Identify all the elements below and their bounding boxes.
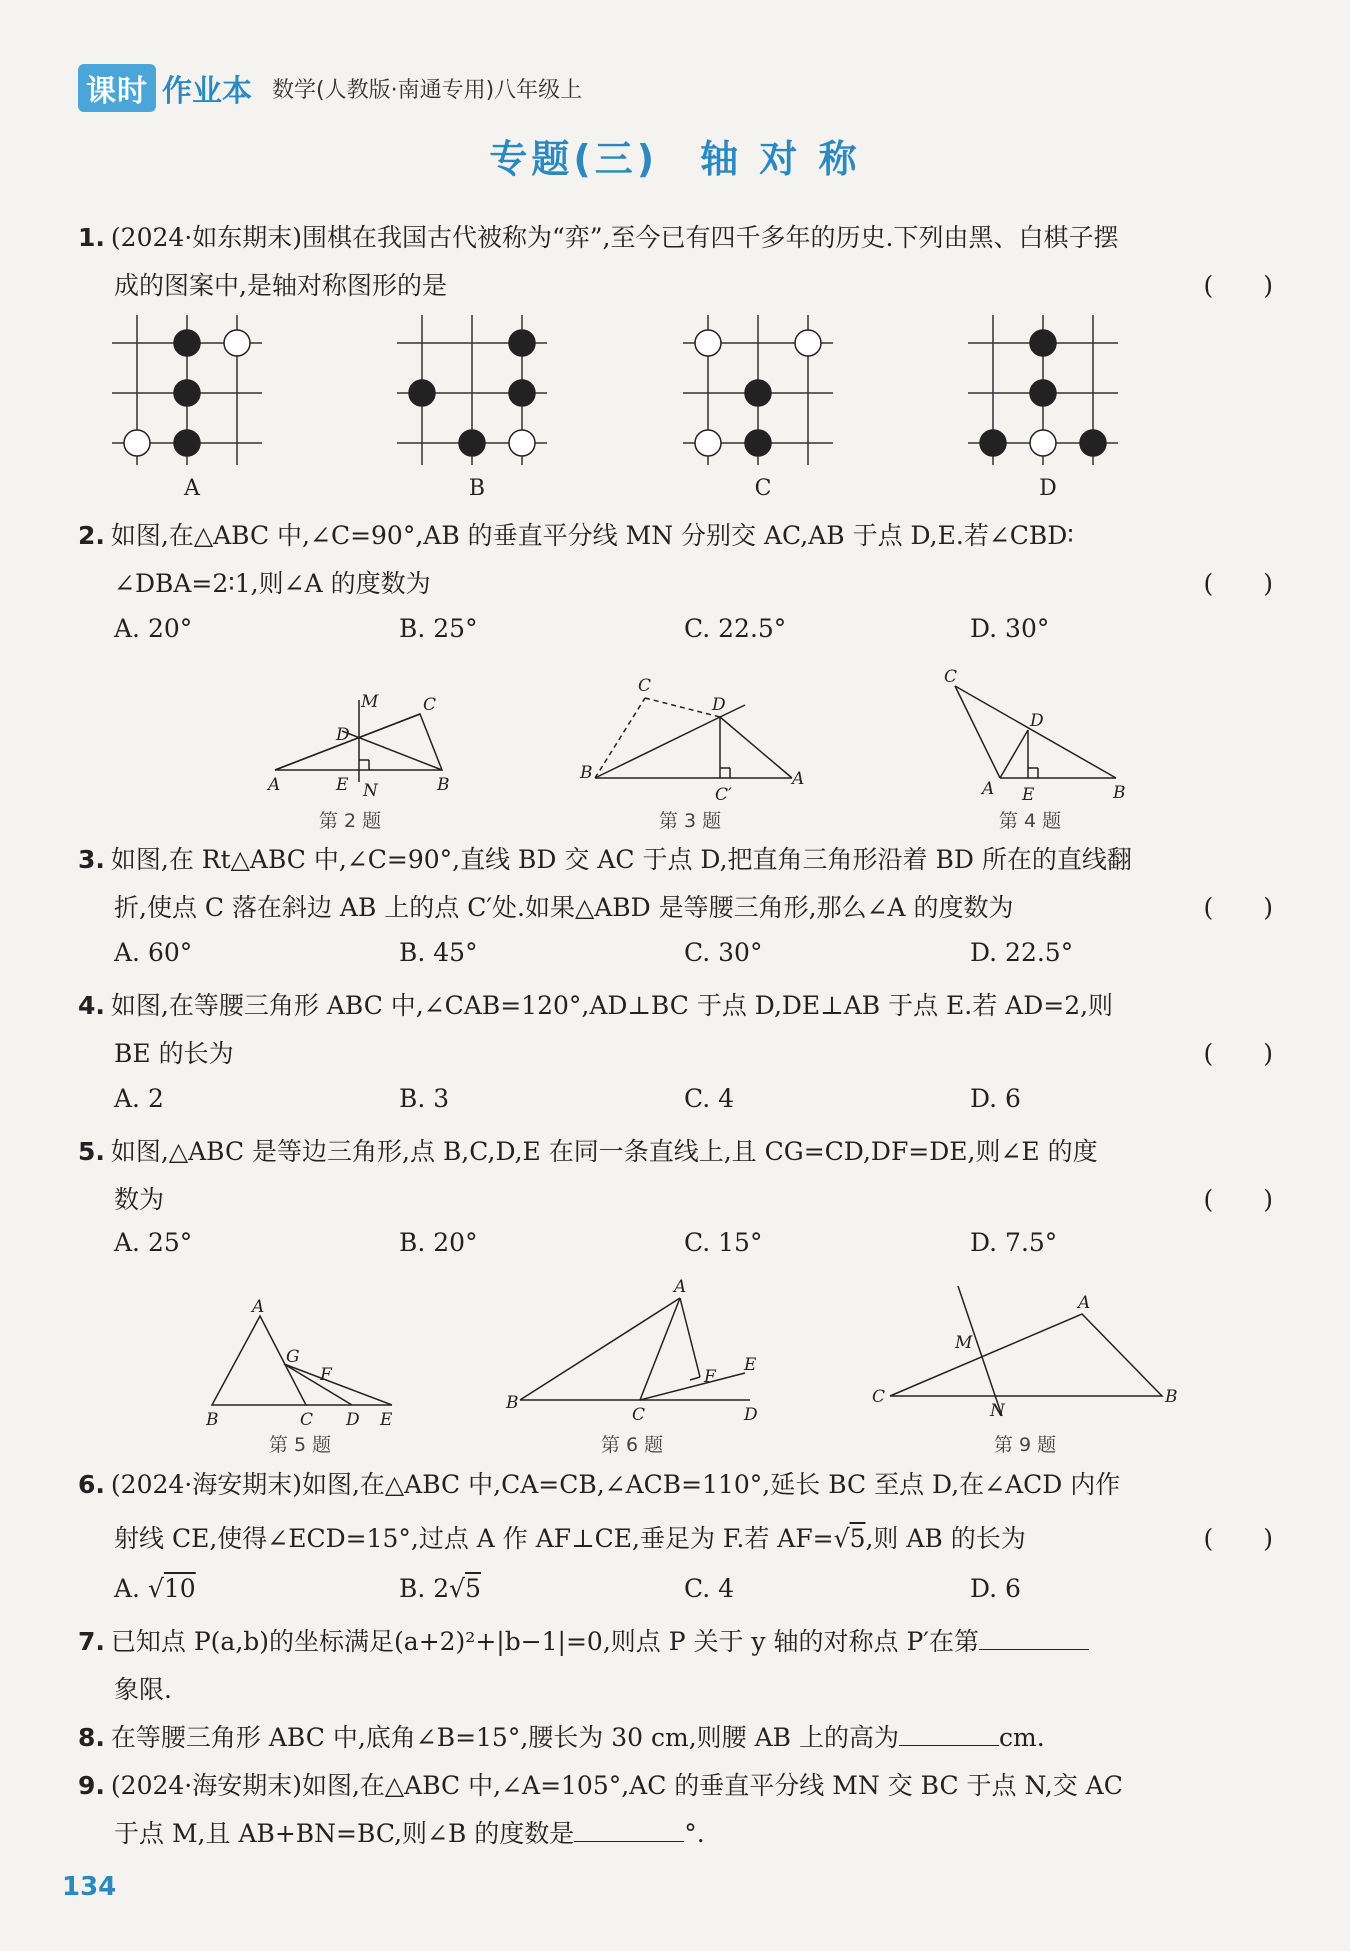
- svg-text:C′: C′: [715, 785, 732, 805]
- figure-caption: 第 9 题: [993, 1434, 1057, 1456]
- svg-text:B: B: [580, 763, 593, 783]
- svg-text:D: D: [336, 725, 350, 745]
- answer-paren: ( ): [1203, 569, 1273, 598]
- figure-caption: 第 5 题: [268, 1434, 332, 1456]
- option-b[interactable]: B. 2√5: [399, 1574, 482, 1603]
- question-text: 射线 CE,使得∠ECD=15°,过点 A 作 AF⊥CE,垂足为 F.若 AF=: [114, 1524, 834, 1553]
- svg-text:E: E: [336, 775, 349, 795]
- option-label: A: [184, 476, 200, 501]
- svg-text:C: C: [632, 1405, 646, 1425]
- question-number: 8.: [78, 1723, 105, 1752]
- figure-caption: 第 6 题: [600, 1434, 664, 1456]
- header: [78, 66, 582, 110]
- svg-text:A: A: [792, 769, 805, 789]
- figure-q5: [212, 1316, 392, 1405]
- question-text: (2024·海安期末)如图,在△ABC 中,∠A=105°,AC 的垂直平分线 MN 交 BC 于点 N,交 AC: [110, 1771, 1123, 1800]
- answer-blank[interactable]: [899, 1721, 999, 1746]
- svg-text:G: G: [286, 1347, 300, 1367]
- question-text: 数为: [114, 1185, 165, 1214]
- question-text: 已知点 P(a,b)的坐标满足(a+2)²+|b−1|=0,则点 P 关于 y 轴的对称点 P′在第: [110, 1627, 979, 1656]
- question-number: 3.: [78, 845, 105, 874]
- svg-text:M: M: [361, 692, 379, 712]
- svg-text:C: C: [944, 667, 958, 687]
- q2-options: [114, 614, 1214, 654]
- question-text: 象限.: [114, 1675, 172, 1704]
- option-b[interactable]: B. 20°: [399, 1228, 478, 1257]
- option-d[interactable]: D. 6: [970, 1574, 1021, 1603]
- answer-paren: ( ): [1203, 893, 1273, 922]
- svg-text:E: E: [744, 1355, 757, 1375]
- svg-text:A: A: [674, 1277, 687, 1297]
- option-d[interactable]: D. 6: [970, 1084, 1021, 1113]
- svg-text:E: E: [380, 1410, 393, 1430]
- go-boards-figure: [100, 305, 1160, 465]
- question-number: 6.: [78, 1470, 105, 1499]
- question-4: [78, 982, 1273, 1078]
- svg-text:D: D: [712, 695, 726, 715]
- svg-text:E: E: [1022, 785, 1035, 805]
- logo-text: 作业本: [162, 74, 252, 109]
- svg-text:C: C: [423, 695, 437, 715]
- radicand: 10: [163, 1574, 196, 1603]
- svg-text:A: A: [982, 779, 995, 799]
- answer-paren: ( ): [1203, 271, 1273, 300]
- svg-text:D: D: [744, 1405, 758, 1425]
- option-b-prefix: B. 2: [399, 1574, 450, 1603]
- figures-row-1: [260, 660, 1160, 810]
- svg-text:F: F: [320, 1365, 332, 1385]
- question-3: [78, 836, 1273, 932]
- question-2: [78, 512, 1273, 608]
- option-c[interactable]: C. 22.5°: [684, 614, 787, 643]
- radicand: 5: [849, 1524, 866, 1553]
- option-d[interactable]: D. 7.5°: [970, 1228, 1058, 1257]
- option-d[interactable]: D. 30°: [970, 614, 1050, 643]
- question-text: cm.: [998, 1723, 1045, 1752]
- answer-paren: ( ): [1203, 1185, 1273, 1214]
- option-a[interactable]: A. √10: [114, 1574, 196, 1603]
- option-label: D: [1039, 476, 1057, 501]
- option-c[interactable]: C. 4: [684, 1574, 735, 1603]
- question-text: 在等腰三角形 ABC 中,底角∠B=15°,腰长为 30 cm,则腰 AB 上的高为: [110, 1723, 899, 1752]
- figure-caption: 第 3 题: [658, 810, 722, 832]
- question-text: ∠DBA=2∶1,则∠A 的度数为: [114, 569, 431, 598]
- svg-text:C: C: [872, 1387, 886, 1407]
- q3-options: [114, 938, 1214, 978]
- option-a[interactable]: A. 20°: [114, 614, 193, 643]
- question-text: 折,使点 C 落在斜边 AB 上的点 C′处.如果△ABD 是等腰三角形,那么∠A 的度数为: [114, 893, 1014, 922]
- svg-text:B: B: [1113, 783, 1126, 803]
- option-c[interactable]: C. 4: [684, 1084, 735, 1113]
- svg-text:B: B: [506, 1393, 519, 1413]
- figure-q3: [595, 698, 792, 778]
- page-number: 134: [62, 1872, 117, 1902]
- question-number: 1.: [78, 223, 105, 252]
- question-text: (2024·海安期末)如图,在△ABC 中,CA=CB,∠ACB=110°,延长 BC 至点 D,在∠ACD 内作: [110, 1470, 1121, 1499]
- question-text: 如图,在△ABC 中,∠C=90°,AB 的垂直平分线 MN 分别交 AC,AB 于点 D,E.若∠CBD∶: [110, 521, 1074, 550]
- question-text: BE 的长为: [114, 1039, 234, 1068]
- question-8: [78, 1714, 1273, 1762]
- svg-text:F: F: [704, 1367, 716, 1387]
- question-text: 如图,在 Rt△ABC 中,∠C=90°,直线 BD 交 AC 于点 D,把直角三角形沿着 BD 所在的直线翻: [110, 845, 1132, 874]
- answer-blank[interactable]: [979, 1625, 1089, 1650]
- question-9: [78, 1762, 1273, 1858]
- question-text: 于点 M,且 AB+BN=BC,则∠B 的度数是: [114, 1819, 575, 1848]
- answer-blank[interactable]: [574, 1817, 684, 1842]
- question-text: 如图,在等腰三角形 ABC 中,∠CAB=120°,AD⊥BC 于点 D,DE⊥AB 于点 E.若 AD=2,则: [110, 991, 1114, 1020]
- question-text: 如图,△ABC 是等边三角形,点 B,C,D,E 在同一条直线上,且 CG=CD,DF=DE,则∠E 的度: [110, 1137, 1098, 1166]
- question-number: 4.: [78, 991, 105, 1020]
- question-number: 2.: [78, 521, 105, 550]
- question-number: 5.: [78, 1137, 105, 1166]
- question-1: [78, 214, 1273, 310]
- question-text: 成的图案中,是轴对称图形的是: [114, 271, 447, 300]
- option-b[interactable]: B. 25°: [399, 614, 478, 643]
- svg-text:B: B: [206, 1410, 219, 1430]
- option-a-prefix: A.: [114, 1574, 148, 1603]
- question-text: °.: [684, 1819, 705, 1848]
- logo-badge: 课时: [78, 64, 156, 112]
- option-d[interactable]: D. 22.5°: [970, 938, 1074, 967]
- svg-text:C: C: [638, 676, 652, 696]
- answer-paren: ( ): [1203, 1039, 1273, 1068]
- q5-options: [114, 1228, 1214, 1268]
- svg-text:M: M: [955, 1333, 973, 1353]
- svg-text:A: A: [252, 1297, 265, 1317]
- answer-paren: ( ): [1203, 1524, 1273, 1553]
- figure-q4: [955, 686, 1116, 778]
- figure-q2: [275, 700, 442, 782]
- option-c[interactable]: C. 15°: [684, 1228, 763, 1257]
- q6-options: [114, 1574, 1214, 1614]
- page-title: 专题(三) 轴 对 称: [489, 137, 861, 181]
- option-a[interactable]: A. 60°: [114, 938, 193, 967]
- question-7: [78, 1618, 1273, 1714]
- figure-caption: 第 4 题: [998, 810, 1062, 832]
- svg-text:A: A: [1078, 1293, 1091, 1313]
- option-label: B: [468, 476, 486, 501]
- svg-text:C: C: [300, 1410, 314, 1430]
- svg-text:B: B: [1165, 1387, 1178, 1407]
- option-label: C: [754, 476, 772, 501]
- figure-caption: 第 2 题: [318, 810, 382, 832]
- radicand: 5: [465, 1574, 482, 1603]
- svg-text:B: B: [437, 775, 450, 795]
- option-b[interactable]: B. 45°: [399, 938, 478, 967]
- figures-row-2: [200, 1270, 1200, 1440]
- question-text: (2024·如东期末)围棋在我国古代被称为“弈”,至今已有四千多年的历史.下列由黑、白棋子摆: [110, 223, 1119, 252]
- figure-q9: [890, 1286, 1162, 1416]
- book-subject: 数学(人教版·南通专用)八年级上: [272, 77, 583, 103]
- svg-text:D: D: [1030, 711, 1044, 731]
- question-number: 7.: [78, 1627, 105, 1656]
- question-text: ,则 AB 的长为: [865, 1524, 1026, 1553]
- svg-text:N: N: [363, 781, 378, 801]
- question-6: 6. (2024·海安期末)如图,在△ABC 中,CA=CB,∠ACB=110°,延长 BC 至点 D,在∠ACD 内作 射线 CE,使得∠ECD=15°,过点 A 作 AF⊥CE,垂足为 F.若 AF=√5,则 AB 的长为 ( ): [78, 1458, 1273, 1566]
- svg-text:A: A: [268, 775, 281, 795]
- option-a[interactable]: A. 25°: [114, 1228, 193, 1257]
- option-a[interactable]: A. 2: [114, 1084, 164, 1113]
- svg-text:D: D: [346, 1410, 360, 1430]
- question-number: 9.: [78, 1771, 105, 1800]
- svg-text:N: N: [990, 1401, 1005, 1421]
- q4-options: [114, 1084, 1214, 1124]
- option-c[interactable]: C. 30°: [684, 938, 763, 967]
- option-b[interactable]: B. 3: [399, 1084, 450, 1113]
- question-5: [78, 1128, 1273, 1224]
